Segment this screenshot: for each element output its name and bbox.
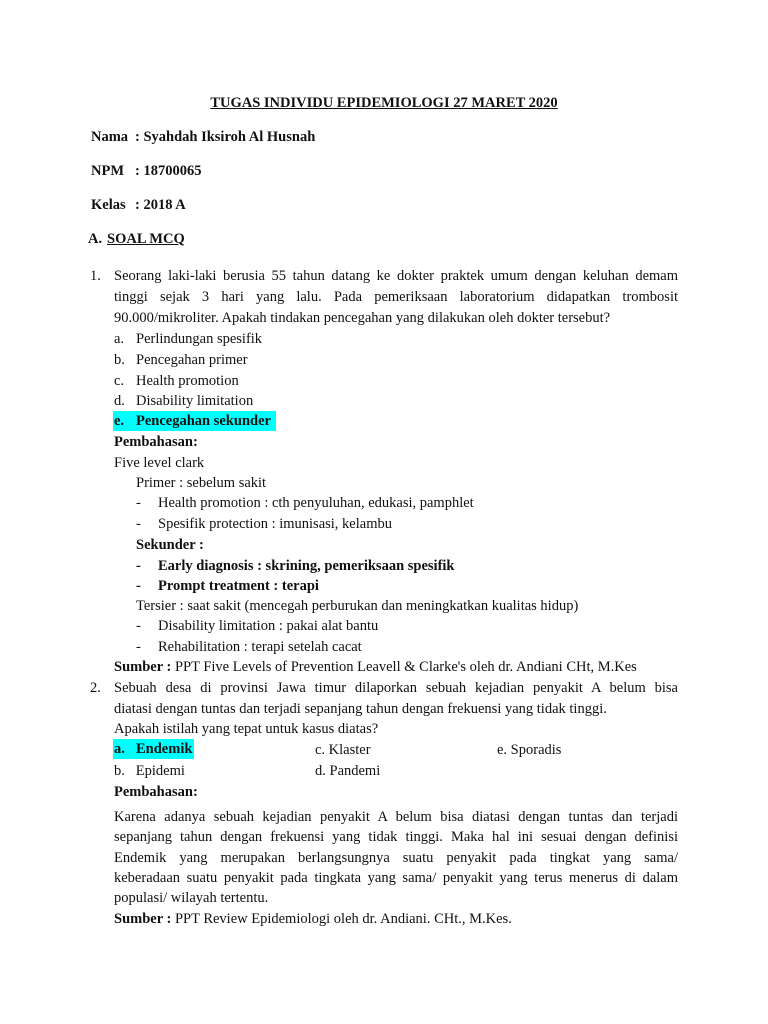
q2-line1: Sebuah desa di provinsi Jawa timur dilaporkan sebuah kejadian penyakit A belum bisa — [114, 680, 678, 696]
q1-number: 1. — [90, 268, 101, 284]
q2-option-a-letter: a. — [114, 741, 125, 757]
bullet-dash: - — [136, 639, 141, 655]
q2-sumber — [114, 909, 512, 930]
primer-item-2: Spesifik protection : imunisasi, kelambu — [158, 516, 392, 532]
q2-explanation-line2: sepanjang tahun dengan frekuensi yang tidak tinggi. Maka hal ini sesuai dengan definisi — [114, 829, 678, 845]
q1-line3: 90.000/mikroliter. Apakah tindakan pencegahan yang dilakukan oleh dokter tersebut? — [114, 310, 611, 326]
q1-sumber — [114, 657, 637, 678]
q2-explanation-line5: populasi/ wilayah tertentu. — [114, 890, 269, 906]
q2-number: 2. — [90, 680, 101, 696]
q2-sumber-label: Sumber : — [114, 911, 172, 927]
tersier-item-2: Rehabilitation : terapi setelah cacat — [158, 639, 362, 655]
q1-primer: Primer : sebelum sakit — [136, 475, 267, 491]
q1-option-a-letter: a. — [114, 331, 125, 347]
q2-line3: Apakah istilah yang tepat untuk kasus diatas? — [114, 721, 379, 737]
bullet-dash: - — [136, 578, 141, 594]
npm-label: NPM — [91, 163, 125, 179]
bullet-dash: - — [136, 618, 141, 634]
q1-option-b: Pencegahan primer — [136, 352, 248, 368]
q1-sumber-text: PPT Five Levels of Prevention Leavell & Clarke's oleh dr. Andiani CHt, M.Kes — [174, 659, 637, 675]
q1-five-level: Five level clark — [114, 455, 205, 471]
nama-value: : Syahdah Iksiroh Al Husnah — [135, 129, 316, 145]
q2-option-d: d. Pandemi — [315, 763, 381, 779]
q1-pembahasan-label: Pembahasan: — [114, 434, 198, 450]
q1-option-b-letter: b. — [114, 352, 125, 368]
q1-option-e: Pencegahan sekunder — [136, 413, 271, 429]
bullet-dash: - — [136, 558, 141, 574]
primer-item-1: Health promotion : cth penyuluhan, edukasi, pamphlet — [158, 495, 474, 511]
nama-label: Nama — [91, 129, 129, 145]
q2-explanation-line3: Endemik yang merupakan berlangsungnya suatu penyakit pada tingkat yang sama/ — [114, 850, 678, 866]
tersier-item-1: Disability limitation : pakai alat bantu — [158, 618, 379, 634]
q1-option-d-letter: d. — [114, 393, 125, 409]
kelas-label: Kelas — [91, 197, 126, 213]
q1-option-d: Disability limitation — [136, 393, 254, 409]
sekunder-item-1: Early diagnosis : skrining, pemeriksaan spesifik — [158, 558, 455, 574]
bullet-dash: - — [136, 516, 141, 532]
kelas-value: : 2018 A — [135, 197, 186, 213]
npm-value: : 18700065 — [135, 163, 202, 179]
document-title: TUGAS INDIVIDU EPIDEMIOLOGI 27 MARET 2020 — [210, 95, 558, 111]
q1-sekunder: Sekunder : — [136, 537, 204, 553]
section-marker: A. — [88, 231, 103, 247]
q2-option-e: e. Sporadis — [497, 742, 562, 758]
q1-line2: tinggi sejak 3 hari yang lalu. Pada pemeriksaan laboratorium didapatkan trombosit — [114, 289, 678, 305]
q2-line2: diatasi dengan tuntas dan terjadi sepanjang tahun dengan frekuensi yang tidak tinggi. — [114, 701, 607, 717]
q1-option-a: Perlindungan spesifik — [136, 331, 263, 347]
q1-option-c-letter: c. — [114, 373, 125, 389]
q1-sumber-label: Sumber : — [114, 659, 172, 675]
q2-pembahasan-label: Pembahasan: — [114, 784, 198, 800]
q1-option-c: Health promotion — [136, 373, 239, 389]
q1-tersier: Tersier : saat sakit (mencegah perburukan dan meningkatkan kualitas hidup) — [136, 598, 579, 614]
q1-line1: Seorang laki-laki berusia 55 tahun datang ke dokter praktek umum dengan keluhan demam — [114, 268, 678, 284]
section-title: SOAL MCQ — [107, 231, 185, 247]
q2-explanation-line1: Karena adanya sebuah kejadian penyakit A belum bisa diatasi dengan tuntas dan terjadi — [114, 809, 678, 825]
q2-explanation-line4: keberadaan suatu penyakit pada tingkata yang sama/ penyakit yang terus menerus di dalam — [114, 870, 678, 886]
q1-answer-highlight — [113, 411, 276, 431]
q2-option-a: Endemik — [136, 741, 193, 757]
q1-option-e-letter: e. — [114, 413, 125, 429]
q2-answer-highlight — [113, 739, 194, 759]
q2-option-b: b. Epidemi — [114, 763, 185, 779]
q2-option-c: c. Klaster — [315, 742, 371, 758]
bullet-dash: - — [136, 495, 141, 511]
sekunder-item-2: Prompt treatment : terapi — [158, 578, 319, 594]
q2-sumber-text: PPT Review Epidemiologi oleh dr. Andiani. CHt., M.Kes. — [174, 911, 512, 927]
